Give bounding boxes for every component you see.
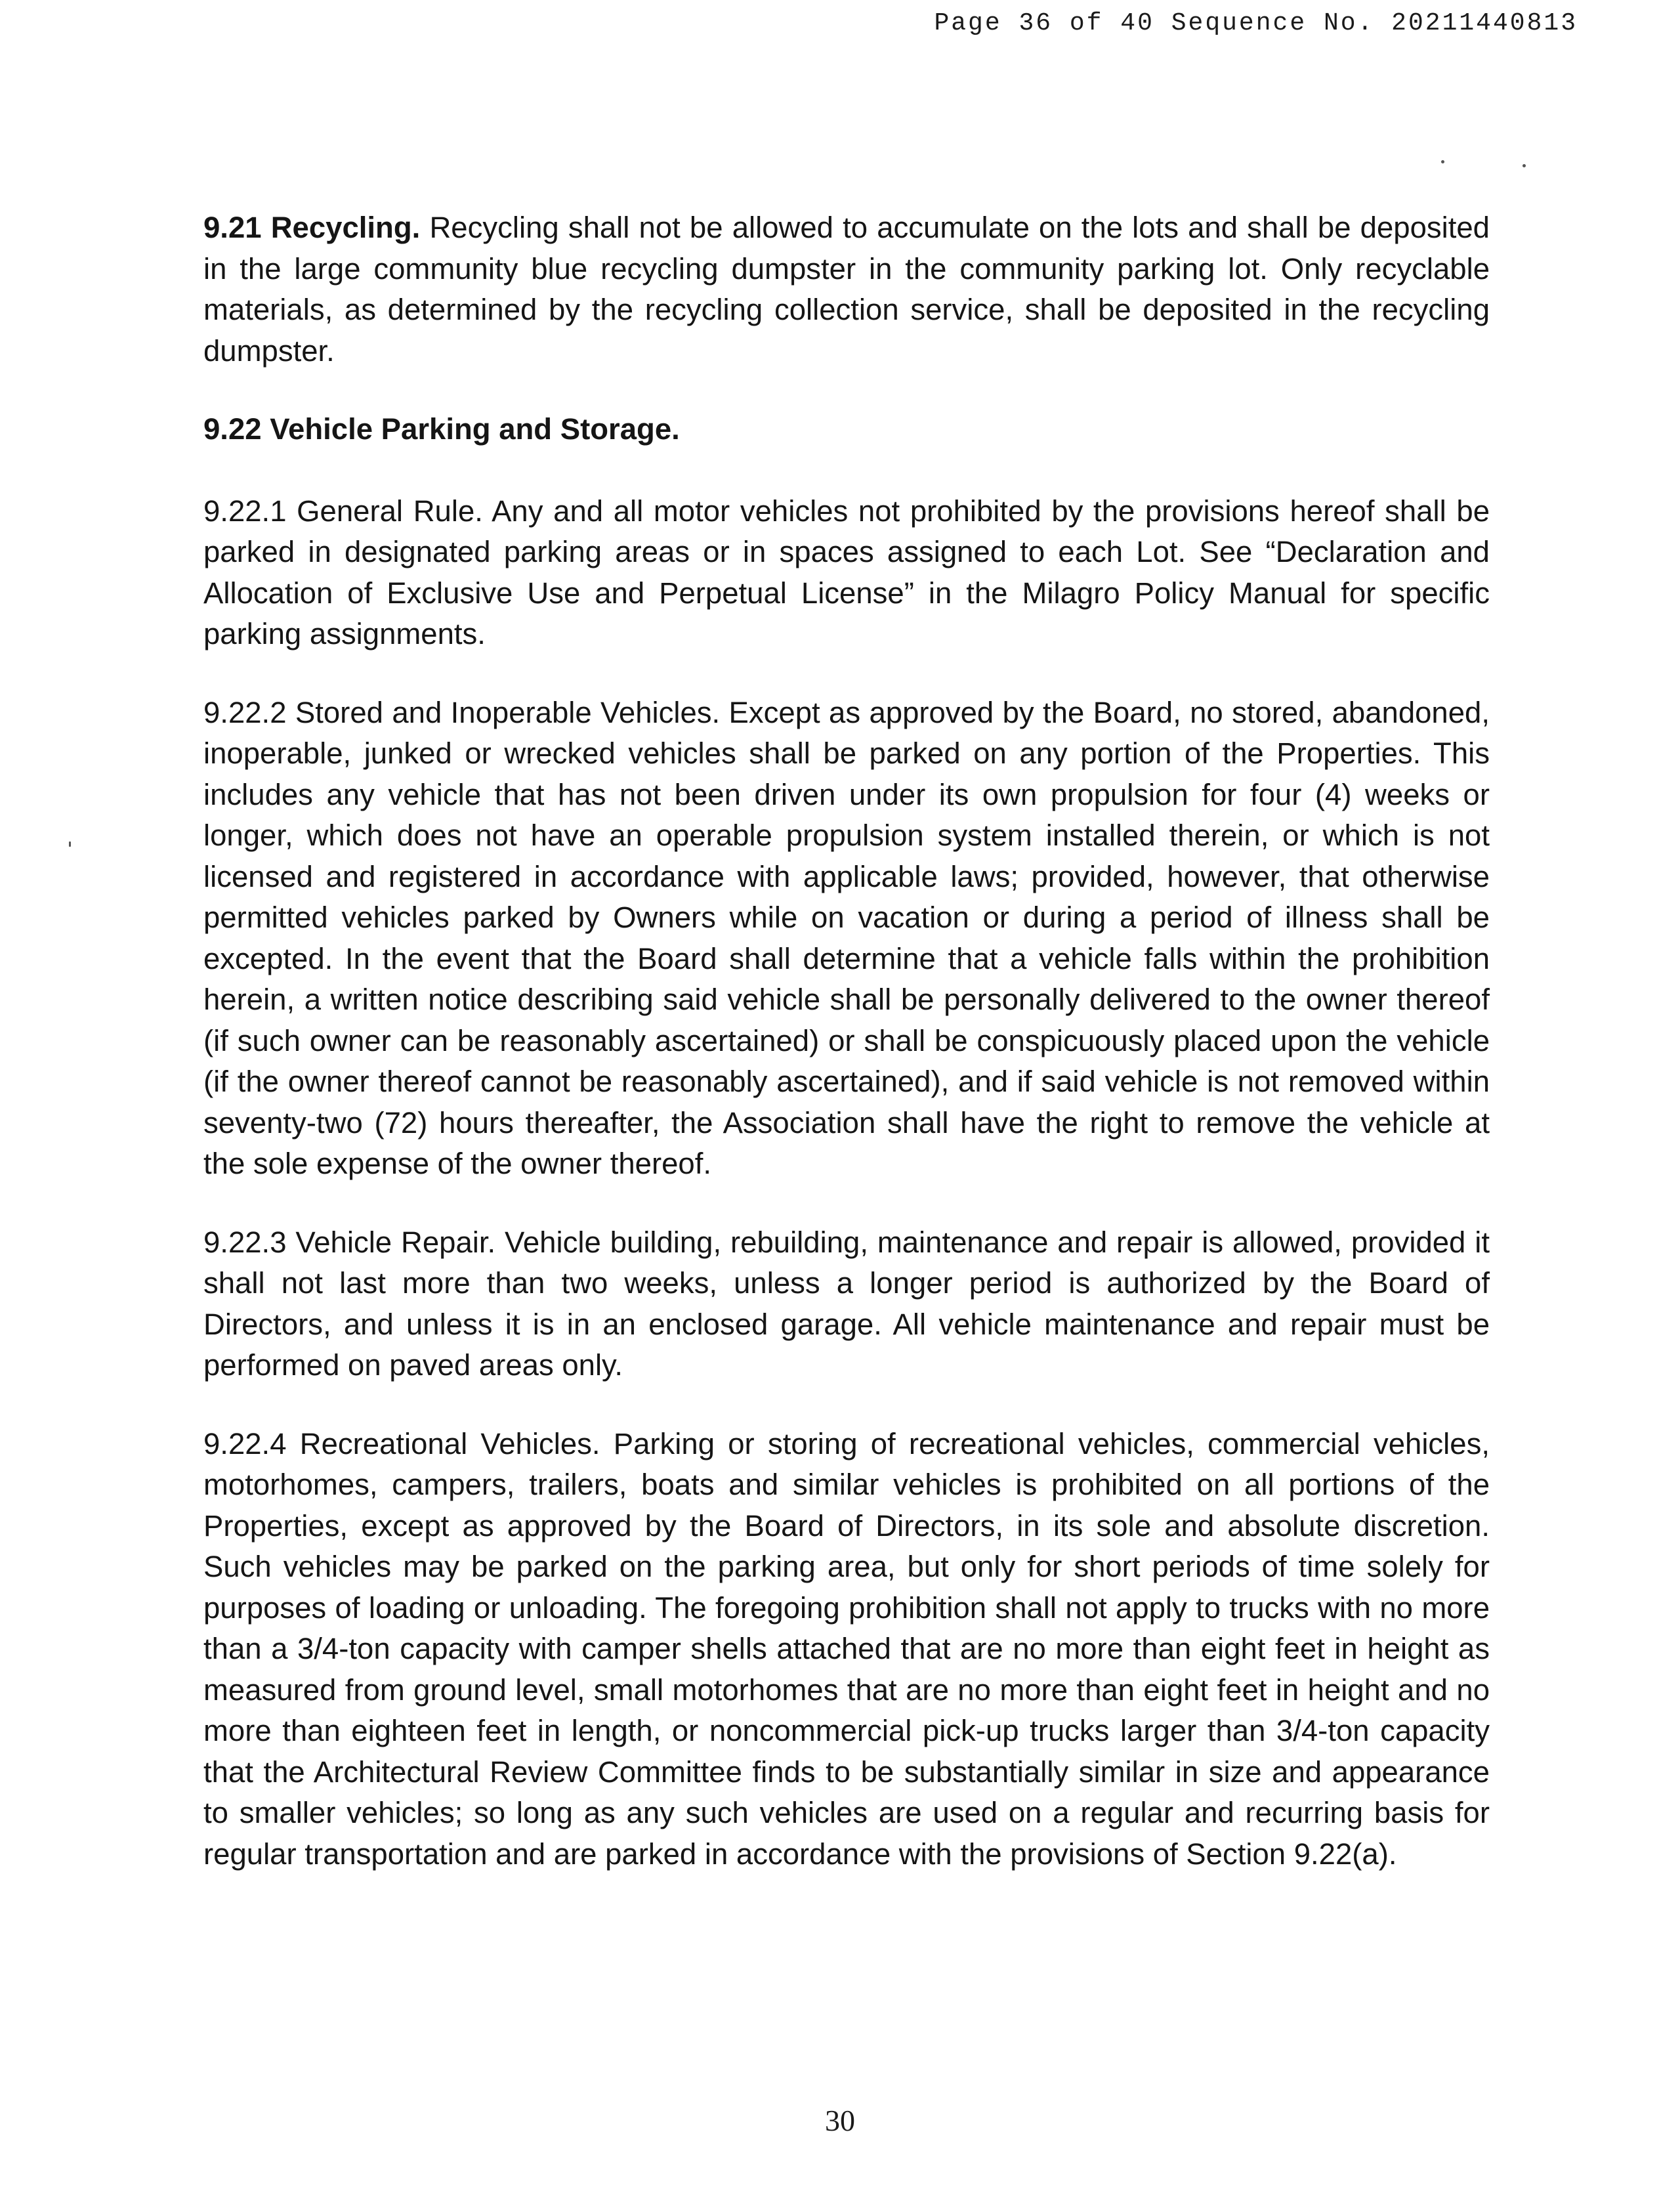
section-text: 9.22.3 Vehicle Repair. Vehicle building, rebuilding, maintenance and repair is allowed, provided it shall not last more than two weeks, unless a longer period is authorized by the Board of Directors, and unless it is in an enclosed garage. All vehicle maintenance and repair must be performed on paved areas only. [203,1225,1490,1382]
section-9-22-3 [203,1222,1490,1386]
section-9-22-2 [203,693,1490,1185]
scan-speck [69,842,71,847]
page-number: 30 [825,2104,855,2137]
section-text: Recycling shall not be allowed to accumulate on the lots and shall be deposited in the large community blue recycling dumpster in the community parking lot. Only recyclable materials, as determined by the recycling collection service, shall be deposited in the recycling dumpster. [203,211,1490,368]
section-heading: 9.21 Recycling. [203,211,421,244]
section-text: 9.22.1 General Rule. Any and all motor vehicles not prohibited by the provisions hereof shall be parked in designated parking areas or in spaces assigned to each Lot. See “Declaration and Allocation of Exclusive Use and Perpetual License” in the Milagro Policy Manual for specific parking assignments. [203,494,1490,650]
page-header: Page 36 of 40 Sequence No. 20211440813 [934,9,1578,37]
section-9-22-1 [203,491,1490,655]
scan-speck [1522,164,1526,167]
section-9-22-4 [203,1424,1490,1875]
scan-speck [1441,160,1444,163]
section-9-21 [203,207,1490,372]
section-text: 9.22.2 Stored and Inoperable Vehicles. Except as approved by the Board, no stored, abandoned, inoperable, junked or wrecked vehicles shall be parked on any portion of the Properties. This includes any vehicle that has not been driven under its own propulsion for four (4) weeks or longer, which does not have an operable propulsion system installed therein, or which is not licensed and registered in accordance with applicable laws; provided, however, that otherwise permitted vehicles parked by Owners while on vacation or during a period of illness shall be excepted. In the event that the Board shall determine that a vehicle falls within the prohibition herein, a written notice describing said vehicle shall be personally delivered to the owner thereof (if such owner can be reasonably ascertained) or shall be conspicuously placed upon the vehicle (if the owner thereof cannot be reasonably ascertained), and if said vehicle is not removed within seventy-two (72) hours thereafter, the Association shall have the right to remove the vehicle at the sole expense of the owner thereof. [203,695,1490,1180]
section-heading: 9.22 Vehicle Parking and Storage. [203,412,680,446]
document-body [203,207,1490,1912]
section-9-22 [203,409,1490,450]
section-text: 9.22.4 Recreational Vehicles. Parking or storing of recreational vehicles, commercial vehicles, motorhomes, campers, trailers, boats and similar vehicles is prohibited on all portions of the Properties, except as approved by the Board of Directors, in its sole and absolute discretion. Such vehicles may be parked on the parking area, but only for short periods of time solely for purposes of loading or unloading. The foregoing prohibition shall not apply to trucks with no more than a 3/4-ton capacity with camper shells attached that are no more than eight feet in height as measured from ground level, small motorhomes that are no more than eight feet in height and no more than eighteen feet in length, or noncommercial pick-up trucks larger than 3/4-ton capacity that the Architectural Review Committee finds to be substantially similar in size and appearance to smaller vehicles; so long as any such vehicles are used on a regular and recurring basis for regular transportation and are parked in accordance with the provisions of Section 9.22(a). [203,1426,1490,1871]
